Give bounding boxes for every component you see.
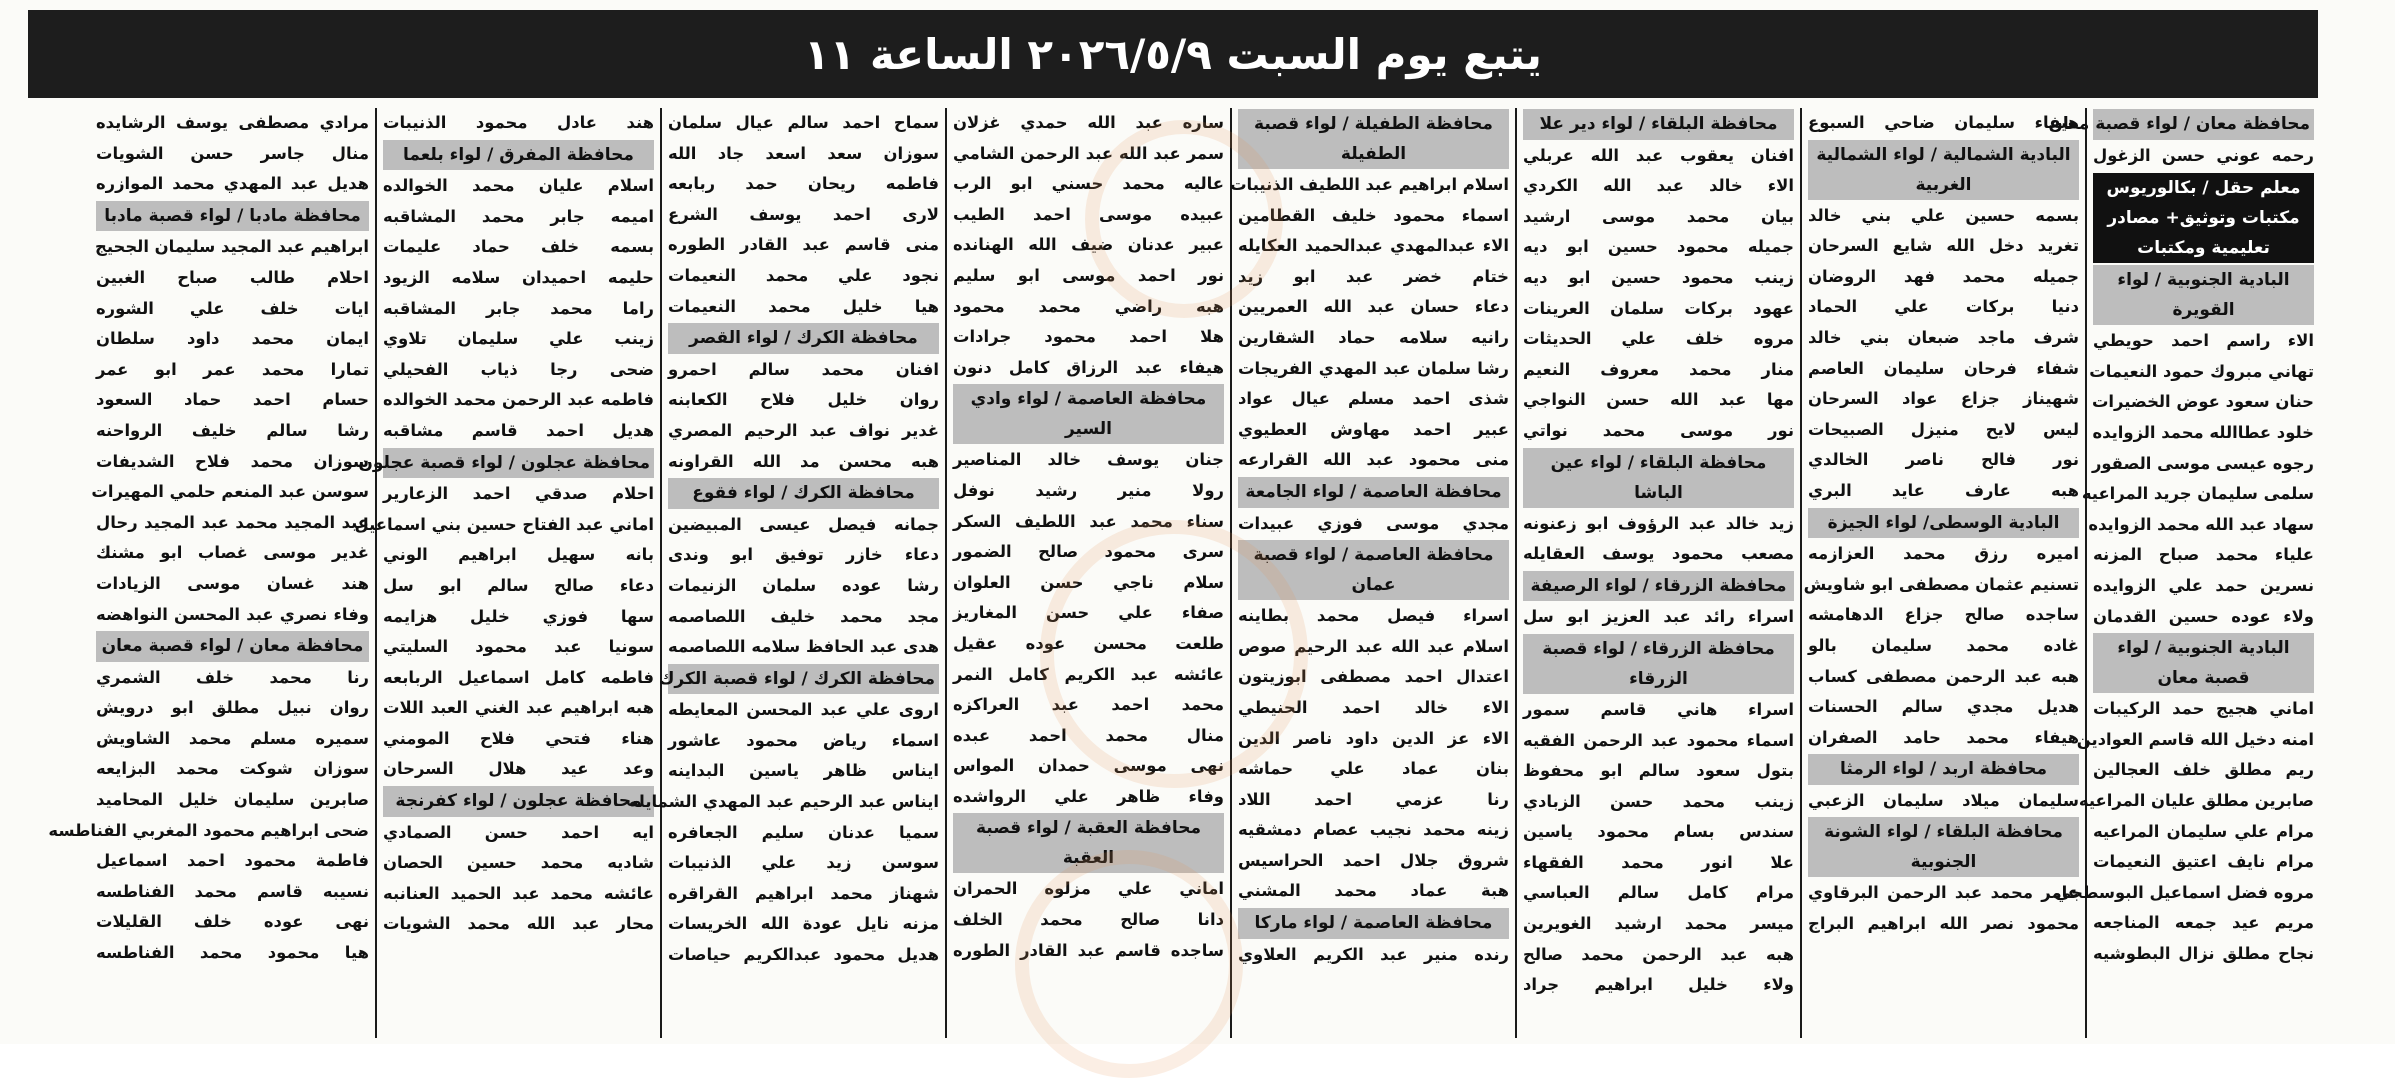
candidate-name: نور موسى محمد نواتي: [1523, 420, 1794, 440]
candidate-name: اعتدال احمد مصطفى ابوزيتون: [1238, 667, 1509, 687]
candidate-name: صابرين مطلق عليان المراعيه: [2078, 790, 2314, 810]
candidate-name: هبه عبد الرحمن محمد صالح: [1523, 944, 1794, 964]
candidate-name: رنده منير عبد الكريم العلاوي: [1238, 944, 1509, 964]
section-heading: محافظة الطفيلة / لواء قصبة الطفيلة: [1238, 109, 1509, 169]
candidate-name: رحمه عوني حسن الزغول: [2093, 145, 2314, 165]
name-columns: [20, 108, 2320, 1038]
candidate-name: نجود علي محمد النعيمات: [668, 265, 939, 285]
candidate-name: سميا عدنان سليم الجعافره: [668, 822, 939, 842]
candidate-name: منى محمود عبد الله القرارعه: [1238, 450, 1509, 470]
candidate-name: نهى عوده خلف القليلات: [96, 912, 369, 932]
candidate-name: الاء عبدالمهدي عبدالحميد العكايله: [1238, 236, 1509, 256]
candidate-name: اسماء محمود خليف القطامين: [1238, 205, 1509, 225]
candidate-name: بسمه حسين علي بني خالد: [1808, 205, 2079, 225]
candidate-name: غدير موسى غصاب ابو مشنك: [96, 543, 369, 563]
candidate-name: هيا خليل محمد النعيمات: [668, 296, 939, 316]
page-banner: [28, 10, 2318, 98]
candidate-name: علا انور محمد الفقهاء: [1523, 852, 1794, 872]
section-heading: محافظة اربد / لواء الرمثا: [1808, 754, 2079, 785]
candidate-name: ايه احمد حسن الصمادي: [383, 822, 654, 842]
candidate-name: رشا عوده سلمان الزنيمات: [668, 575, 939, 595]
candidate-name: نسرين حمد علي الزوايده: [2093, 575, 2314, 595]
candidate-name: دانا صالح محمد الخلف: [953, 910, 1224, 930]
candidate-name: اميره رزق محمد العزازمه: [1808, 544, 2079, 564]
section-heading: محافظة البلقاء / لواء عين الباشا: [1523, 448, 1794, 508]
candidate-name: دنيا بركات علي الحماد: [1808, 297, 2079, 317]
candidate-name: ضحى ابراهيم محمود المغربي الفناطسه: [48, 820, 369, 840]
candidate-name: ضحى رجا ذياب الفحيلي: [383, 359, 654, 379]
candidate-name: غدير نواف عبد الرحيم المصري: [668, 420, 939, 440]
candidate-name: ريم مطلق خلف العجالين: [2093, 760, 2314, 780]
candidate-name: اسلام عبد الله عبد الرحيم صوص: [1238, 636, 1509, 656]
candidate-name: منال جاسر حسن الشويات: [96, 143, 369, 163]
candidate-name: اميمه جابر محمد المشاقبه: [383, 206, 654, 226]
candidate-name: هند عادل محمود الذنيبات: [383, 113, 654, 132]
candidate-name: بتول سعود سالم ابو محفوظ: [1523, 761, 1794, 781]
candidate-name: صفاء علي حسن المغاريز: [953, 603, 1224, 623]
candidate-name: عائشه محمد عبد الحميد العنانبه: [383, 883, 654, 903]
candidate-name: سهاد عبد الله محمد الزوايده: [2088, 514, 2314, 534]
candidate-name: هبة عماد محمد المشني: [1238, 881, 1509, 901]
candidate-name: مزنه نايل عودة الله الخريسات: [668, 914, 939, 934]
candidate-name: بيان محمد موسى ارشيد: [1523, 206, 1794, 226]
candidate-name: ايات خلف علي الشوره: [96, 298, 369, 318]
name-column: [48, 108, 375, 1038]
section-heading: محافظة الزرقاء / لواء قصبة الزرقاء: [1523, 634, 1794, 694]
candidate-name: رانيه سلامه حماد الشقارين: [1238, 327, 1509, 347]
candidate-name: سمر عبد الله عبد الرحمن الشامي: [953, 143, 1224, 163]
candidate-name: بانه سهيل ابراهيم الوني: [383, 545, 654, 565]
candidate-name: اسراء رائد عبد العزيز ابو سل: [1523, 607, 1794, 627]
candidate-name: جنان يوسف خالد المناصير: [953, 450, 1224, 470]
name-column: [628, 108, 945, 1038]
section-heading: البادية الجنوبية / لواء القويرة: [2093, 265, 2314, 325]
candidate-name: اسماء رياض محمود عاشور: [668, 730, 939, 750]
candidate-name: زيد خالد عبد الرؤوف ابو زعنونه: [1523, 513, 1794, 533]
candidate-name: احلام طالب صباح الغبين: [96, 267, 369, 287]
candidate-name: اسلام ابراهيم عبد اللطيف الذنيبات: [1230, 175, 1509, 194]
candidate-name: زينب علي سليمان تلاوي: [383, 329, 654, 349]
candidate-name: امنه دخيل الله قاسم العوادين: [2076, 729, 2314, 749]
candidate-name: شفاء فرحان سليمان العاصم: [1808, 358, 2079, 378]
candidate-name: محمود نصر الله ابراهيم البراج: [1808, 914, 2079, 934]
candidate-name: هديل عبد المهدي محمد الموازره: [96, 174, 369, 194]
candidate-name: اسراء هاني قاسم سمور: [1523, 699, 1794, 719]
candidate-name: دعاء صالح سالم ابو سل: [383, 575, 654, 595]
candidate-name: ايناس ظاهر ياسين البداينه: [668, 761, 939, 781]
section-heading: محافظة الكرك / لواء قصبة الكرك: [668, 664, 939, 695]
candidate-name: فاطمة محمود احمد اسماعيل: [96, 851, 369, 871]
candidate-name: مريم عيد جمعه المناجعه: [2093, 913, 2314, 933]
candidate-name: سوسن عبد المنعم حلمي المهيرات: [91, 482, 369, 502]
candidate-name: هدى عبد الحافظ سلامه اللصاصمه: [668, 637, 939, 657]
candidate-name: هند غسان موسى الزيادات: [96, 573, 369, 593]
candidate-name: احلام صدقي احمد الزعارير: [383, 484, 654, 504]
section-heading: محافظة البلقاء / لواء الشونة الجنوبية: [1808, 817, 2079, 877]
candidate-name: مرام علي سليمان المراعيه: [2093, 821, 2314, 841]
candidate-name: سونيا عبد محمود السليتي: [383, 637, 654, 657]
section-heading: محافظة العاصمة / لواء الجامعة: [1238, 477, 1509, 508]
candidate-name: ساجده قاسم عبد القادر الطوره: [953, 940, 1224, 960]
section-heading: محافظة عجلون / لواء قصبة عجلون: [383, 448, 654, 479]
candidate-name: هيفاء سليمان ضاحي السبوع: [1808, 113, 2079, 132]
candidate-name: مروه فضل اسماعيل البوسطجي: [2054, 882, 2314, 902]
section-heading: محافظة البلقاء / لواء دير علا: [1523, 109, 1794, 140]
candidate-name: الاء خالد احمد الحنيطي: [1238, 697, 1509, 717]
name-column: [2048, 108, 2320, 1038]
candidate-name: سرى محمود صالح الضمور: [953, 542, 1224, 562]
candidate-name: شهناز محمد ابراهيم القراقره: [668, 883, 939, 903]
candidate-name: سندس بسام محمود ياسين: [1523, 822, 1794, 842]
candidate-name: هبه محسن مد الله القراونه: [668, 451, 939, 471]
candidate-name: دعاء حسان عبد الله العمريين: [1238, 297, 1509, 317]
section-heading: محافظة الزرقاء / لواء الرصيفة: [1523, 571, 1794, 602]
candidate-name: سلمى سليمان جريد المراعيه: [2081, 484, 2314, 504]
name-column: [1515, 108, 1800, 1038]
candidate-name: حسام احمد حماد السعود: [96, 390, 369, 410]
candidate-name: عبير احمد مهاوش العطيوي: [1238, 419, 1509, 439]
candidate-name: الاء عز الدين داود ناصر الدين: [1238, 728, 1509, 748]
candidate-name: خلود عطاالله محمد الزوايده: [2092, 422, 2314, 442]
candidate-name: عائشه عبد الكريم كامل النمر: [953, 664, 1224, 684]
banner-title: يتبع يوم السبت ٢٠٢٦/٥/٩ الساعة ١١: [804, 29, 1542, 79]
candidate-name: عامر محمد عبد الرحمن البرقاوي: [1808, 883, 2079, 903]
candidate-name: مروه خلف علي الحديثات: [1523, 329, 1794, 349]
candidate-name: عبيده موسى احمد الطيب: [953, 204, 1224, 224]
candidate-name: رنا محمد خلف الشمري: [96, 667, 369, 687]
candidate-name: هديل مجدي سالم الحسنات: [1808, 697, 2079, 717]
candidate-name: طلعت محسن عوده عقيل: [953, 633, 1224, 653]
candidate-name: سناء محمد عبد اللطيف السكر: [953, 511, 1224, 531]
section-heading: محافظة معان / لواء قصبة معان: [96, 631, 369, 662]
candidate-name: نجاح مطلق نزال البطوشيه: [2093, 943, 2314, 963]
job-title-callout: معلم حقل / بكالوريوس مكتبات وتوثيق+ مصادر تعليمية ومكتبات: [2093, 173, 2314, 263]
section-heading: البادية الجنوبية / لواء قصبة معان: [2093, 633, 2314, 693]
candidate-name: روان خليل فلاح الكعابنه: [668, 390, 939, 410]
candidate-name: صابرين سليمان خليل المحاميد: [96, 790, 369, 810]
candidate-name: هناء فتحي فلاح المومني: [383, 728, 654, 748]
candidate-name: اماني عبد الفتاح حسين بني اسماعيل: [354, 514, 654, 534]
candidate-name: جميله محمود حسين ابو ديه: [1523, 237, 1794, 257]
candidate-name: علياء محمد صباح المزنه: [2093, 545, 2314, 565]
candidate-name: لارى احمد يوسف الشرع: [668, 204, 939, 224]
candidate-name: ساره عبد الله حمدي غزلان: [953, 113, 1224, 132]
candidate-name: نسيبه قاسم محمد الفناطسه: [96, 881, 369, 901]
candidate-name: رشا سلمان عبد المهدي الفريجات: [1238, 358, 1509, 378]
candidate-name: اسماء محمود عبد الرحمن الفقيه: [1523, 730, 1794, 750]
candidate-name: وفاء نصري عبد المحسن النواهضه: [96, 604, 369, 624]
candidate-name: شاديه محمد حسين الحصان: [383, 853, 654, 873]
candidate-name: هديل احمد قاسم مشاقبه: [383, 420, 654, 440]
candidate-name: اسراء فيصل محمد بطاينه: [1238, 606, 1509, 626]
candidate-name: تسنيم عثمان مصطفى ابو شاويش: [1803, 574, 2079, 594]
candidate-name: سليمان ميلاد سليمان الزعبي: [1808, 790, 2079, 810]
candidate-name: افنان محمد سالم احمرو: [668, 359, 939, 379]
candidate-name: جميله محمد فهد الروضان: [1808, 266, 2079, 286]
candidate-name: زينب محمود حسين ابو ديه: [1523, 267, 1794, 287]
candidate-name: سميره مسلم محمد الشاويش: [96, 728, 369, 748]
candidate-name: نور فالح ناصر الخالدي: [1808, 450, 2079, 470]
candidate-name: محار عبد الله محمد الشويات: [383, 914, 654, 934]
candidate-name: ولاء خليل ابراهيم جراد: [1523, 975, 1794, 995]
candidate-name: منى قاسم عبد القادر الطوره: [668, 235, 939, 255]
candidate-name: ساجده صالح جزاع الدهامشه: [1808, 605, 2079, 625]
candidate-name: مرام كامل سالم العباسي: [1523, 883, 1794, 903]
candidate-name: اماني هجيج حمد الركيبات: [2093, 699, 2314, 719]
candidate-name: شذى احمد مسلم عيال عواد: [1238, 389, 1509, 409]
candidate-name: ولاء عوده حسين القدمان: [2093, 606, 2314, 626]
candidate-name: مجدي موسى فوزي عبيدات: [1238, 513, 1509, 533]
candidate-name: فاطمه كامل اسماعيل الربابعه: [383, 667, 654, 687]
candidate-name: هديل محمود عبدالكريم حياصات: [668, 945, 939, 965]
candidate-name: رشا سالم خليف الرواحنه: [96, 420, 369, 440]
candidate-name: تمارا محمد عمر ابو عمر: [96, 359, 369, 379]
section-heading: محافظة عجلون / لواء كفرنجة: [383, 786, 654, 817]
candidate-name: افنان يعقوب عبد الله عربلي: [1523, 145, 1794, 165]
name-column: [1230, 108, 1515, 1038]
candidate-name: منال محمد احمد عبده: [953, 725, 1224, 745]
section-heading: البادية الوسطى/ لواء الجيزة: [1808, 508, 2079, 539]
candidate-name: رجوه عيسى موسى الصقور: [2091, 453, 2314, 473]
section-heading: محافظة المفرق / لواء بلعما: [383, 140, 654, 171]
section-heading: محافظة معان / لواء قصبة معان: [2093, 109, 2314, 140]
candidate-name: سوزان سعد اسعد جاد الله: [668, 143, 939, 163]
candidate-name: ابراهيم عبد المجيد سليمان الجحيج: [95, 237, 369, 257]
candidate-name: ايناس عبد الرحيم عبد المهدي الشمايله: [628, 792, 939, 812]
candidate-name: عاليه محمد حسني ابو الرب: [953, 174, 1224, 194]
candidate-name: اسلام عليان محمد الخوالده: [383, 176, 654, 196]
name-column: [354, 108, 660, 1038]
candidate-name: سها فوزي خليل هزايمه: [383, 606, 654, 626]
candidate-name: منار محمد معروف النعيم: [1523, 359, 1794, 379]
candidate-name: روان نبيل مطلق ابو درويش: [96, 698, 369, 718]
candidate-name: مرادي مصطفى يوسف الرشايده: [96, 113, 369, 132]
candidate-name: نهى موسى حمدان المواس: [953, 756, 1224, 776]
candidate-name: هيفاء عبد الرزاق كامل دنون: [953, 357, 1224, 377]
candidate-name: عبد المجيد محمد عبد المجيد رحال: [96, 512, 369, 532]
candidate-name: الاء خالد عبد الله الكردي: [1523, 176, 1794, 196]
section-heading: محافظة العاصمة / لواء قصبة عمان: [1238, 540, 1509, 600]
section-heading: محافظة العاصمة / لواء ماركا: [1238, 908, 1509, 939]
candidate-name: هيفاء محمد حامد الصفران: [1808, 727, 2079, 747]
candidate-name: عهود بركات سلمان العرينات: [1523, 298, 1794, 318]
candidate-name: رولا منير رشيد نوفل: [953, 480, 1224, 500]
candidate-name: سلام ناجي حسن العلوان: [953, 572, 1224, 592]
candidate-name: حليمه احميدان سلامه الزيود: [383, 267, 654, 287]
section-heading: محافظة العاصمة / لواء وادي السير: [953, 384, 1224, 444]
candidate-name: راما محمد جابر المشاقبه: [383, 298, 654, 318]
section-heading: محافظة العقبة / لواء قصبة العقبة: [953, 813, 1224, 873]
candidate-name: شروق جلال احمد الحراسيس: [1238, 850, 1509, 870]
candidate-name: شهيناز جزاع عواد السرحان: [1808, 389, 2079, 409]
candidate-name: رنا عزمي احمد اللاد: [1238, 789, 1509, 809]
candidate-name: سماح احمد سالم عيال سلمان: [668, 113, 939, 132]
candidate-name: هبه عبد الرحمن مصطفى كساب: [1808, 666, 2079, 686]
candidate-name: اماني علي مزلوه الحمران: [953, 879, 1224, 899]
candidate-name: هبه راضي محمد محمود: [953, 296, 1224, 316]
section-heading: البادية الشمالية / لواء الشمالية الغربية: [1808, 140, 2079, 200]
candidate-name: هيا محمود محمد الفناطسه: [96, 943, 369, 963]
candidate-name: ميسر محمد ارشيد الغويرين: [1523, 914, 1794, 934]
candidate-name: بنان عماد علي حماشه: [1238, 759, 1509, 779]
candidate-name: زينه محمد نجيب عصام دمشقيه: [1238, 820, 1509, 840]
candidate-name: مها عبد الله حسن النواجي: [1523, 390, 1794, 410]
candidate-name: غاده محمد سليمان بالو: [1808, 635, 2079, 655]
candidate-name: فاطمه ريحان حمد ربابعه: [668, 174, 939, 194]
candidate-name: وعد عيد هلال السرحان: [383, 759, 654, 779]
candidate-name: بسمه خلف حماد عليمات: [383, 237, 654, 257]
name-column: [1800, 108, 2085, 1038]
candidate-name: جمانه فيصل عيسى المبيضين: [668, 514, 939, 534]
candidate-name: حنان سعود عوض الخضيرات: [2091, 392, 2314, 412]
candidate-name: شرف ماجد ضبعان بني خالد: [1808, 327, 2079, 347]
candidate-name: هبه عارف عايد البري: [1808, 480, 2079, 500]
candidate-name: الاء راسم احمد حويطي: [2093, 331, 2314, 351]
candidate-name: هبه ابراهيم عبد الغني العبد اللات: [383, 698, 654, 718]
candidate-name: محمد احمد عبد العراكزه: [953, 695, 1224, 715]
candidate-name: سوزان محمد فلاح الشديفات: [96, 451, 369, 471]
candidate-name: تغريد دخل الله شايع السرحان: [1808, 236, 2079, 256]
candidate-name: وفاء ظاهر علي الرواشده: [953, 786, 1224, 806]
candidate-name: مجد محمد خليف اللصاصمه: [668, 606, 939, 626]
candidate-name: ليس لايح منيزل الصبيحات: [1808, 419, 2079, 439]
candidate-name: زينب محمد حسن الزبادي: [1523, 791, 1794, 811]
candidate-name: اروى علي عبد المحسن المعايطه: [668, 700, 939, 720]
section-heading: محافظة الكرك / لواء فقوع: [668, 478, 939, 509]
candidate-name: نور احمد موسى ابو سليم: [953, 265, 1224, 285]
candidate-name: هلا احمد محمود جرادات: [953, 327, 1224, 347]
candidate-name: دعاء خازر توفيق ابو وندى: [668, 545, 939, 565]
candidate-name: مرام نايف اعتيق النعيمات: [2093, 852, 2314, 872]
candidate-name: عبير عدنان ضيف الله الهنانده: [953, 235, 1224, 255]
candidate-name: تهاني مبروك حمود النعيمات: [2089, 361, 2314, 381]
candidate-name: مصعب محمود يوسف العقايله: [1523, 544, 1794, 564]
candidate-name: سوزان شوكت محمد البزايعه: [96, 759, 369, 779]
candidate-name: سوسن زيد علي الذنيبات: [668, 853, 939, 873]
name-column: [945, 108, 1230, 1038]
section-heading: محافظة مادبا / لواء قصبة مادبا: [96, 201, 369, 232]
candidate-name: ايمان محمد داود سلطان: [96, 329, 369, 349]
section-heading: محافظة الكرك / لواء القصر: [668, 323, 939, 354]
candidate-name: فاطمه عبد الرحمن محمد الخوالده: [383, 390, 654, 410]
candidate-name: ختام خضر عبد ابو زيد: [1238, 266, 1509, 286]
